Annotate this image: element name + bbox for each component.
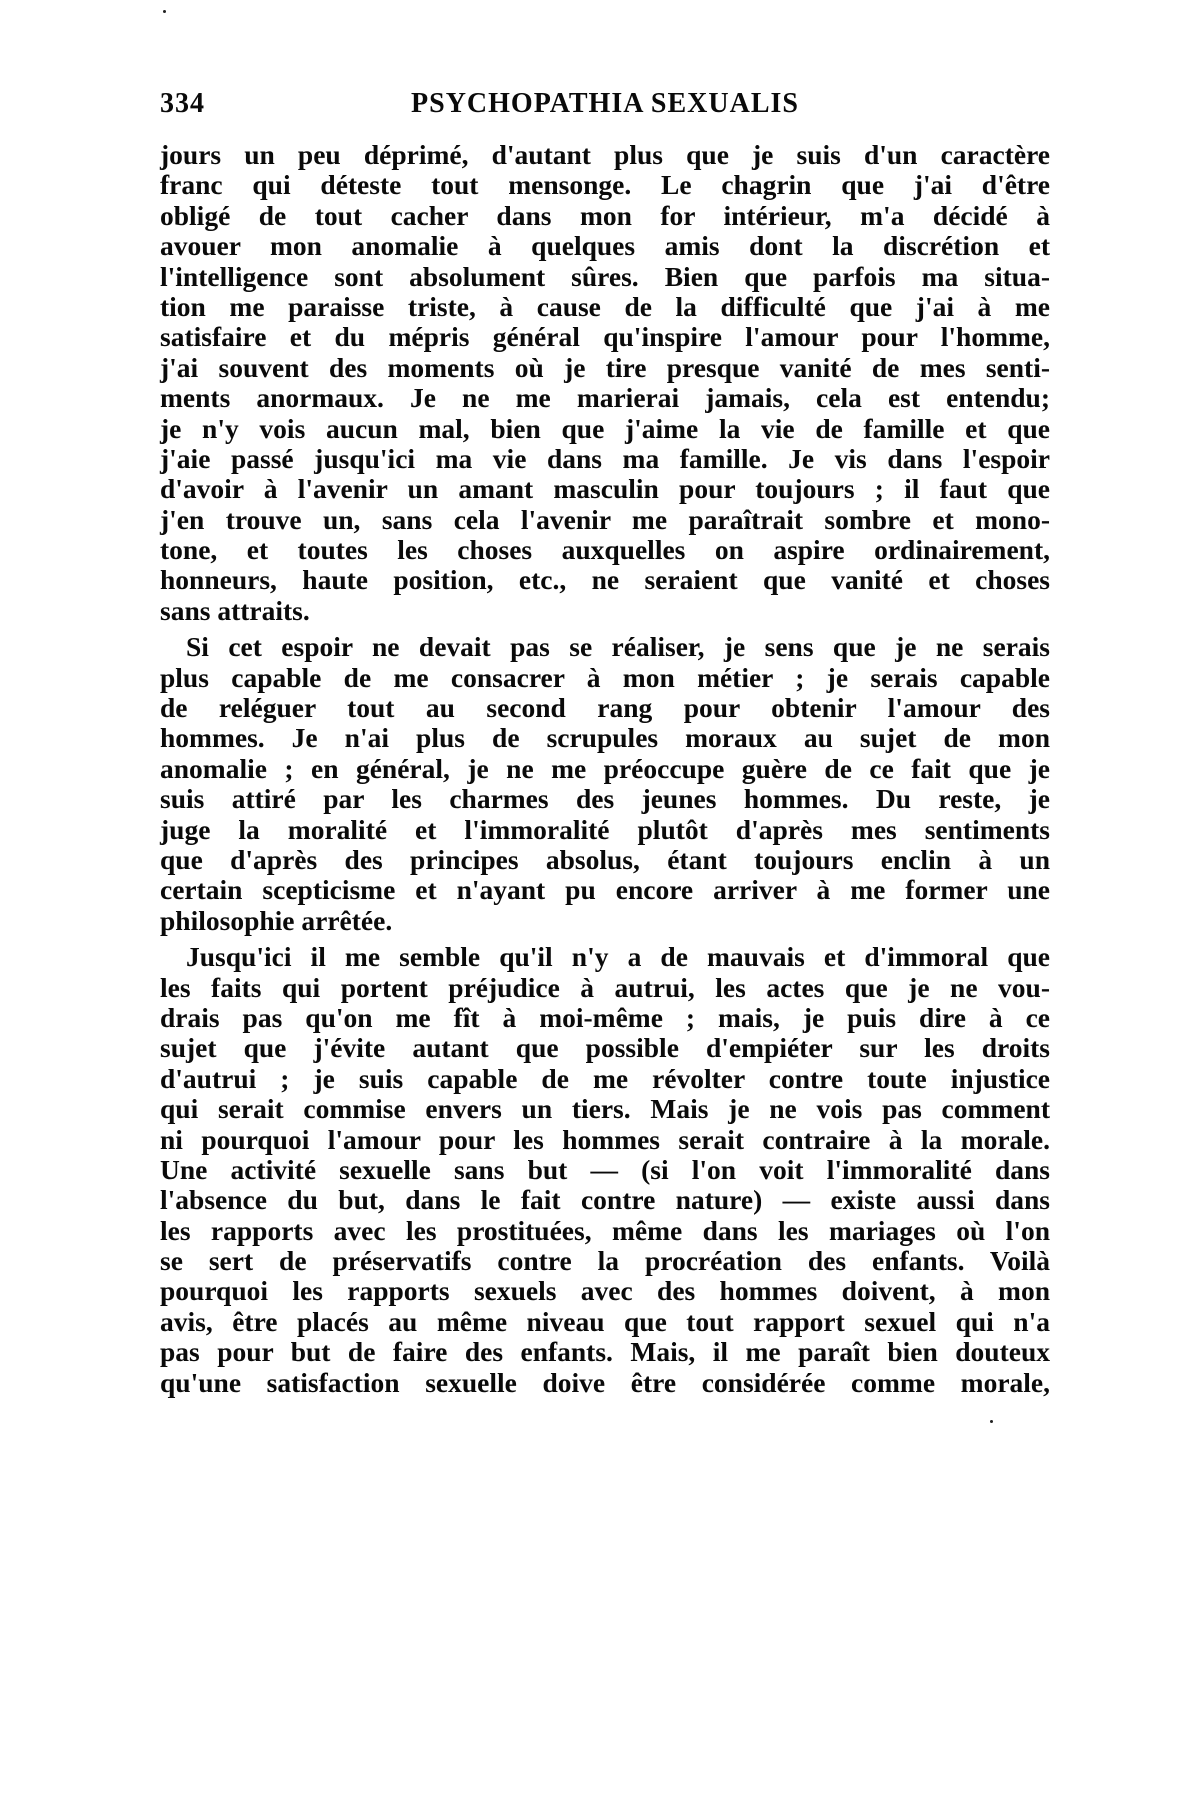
text-line: drais pas qu'on me fît à moi-même ; mais, je puis dire à ce (160, 1001, 1050, 1033)
running-title: PSYCHOPATHIA SEXUALIS (411, 88, 799, 119)
text-line: ni pourquoi l'amour pour les hommes serait contraire à la morale. (160, 1123, 1050, 1155)
text-line: certain scepticisme et n'ayant pu encore arriver à me former une (160, 874, 1050, 906)
text-line: philosophie arrêtée. (160, 904, 393, 936)
paragraph-1 (160, 140, 1050, 626)
text-line: suis attiré par les charmes des jeunes hommes. Du reste, je (160, 783, 1050, 815)
text-line: je n'y vois aucun mal, bien que j'aime la vie de famille et que (160, 412, 1050, 444)
text-line: de reléguer tout au second rang pour obtenir l'amour des (160, 692, 1050, 724)
text-line: pas pour but de faire des enfants. Mais, il me paraît bien douteux (160, 1336, 1050, 1368)
text-line: Jusqu'ici il me semble qu'il n'y a de mauvais et d'immoral que (186, 941, 1050, 973)
running-head (160, 88, 1050, 128)
paragraph-2 (160, 632, 1050, 936)
text-line: l'absence du but, dans le fait contre nature) — existe aussi dans (160, 1184, 1050, 1216)
text-line: j'en trouve un, sans cela l'avenir me paraîtrait sombre et mono- (160, 503, 1050, 535)
text-line: tion me paraisse triste, à cause de la difficulté que j'ai à me (160, 290, 1050, 322)
text-line: hommes. Je n'ai plus de scrupules moraux au sujet de mon (160, 722, 1050, 754)
scan-speck (990, 1420, 993, 1423)
text-line: franc qui déteste tout mensonge. Le chagrin que j'ai d'être (160, 169, 1050, 201)
text-line: avouer mon anomalie à quelques amis dont la discrétion et (160, 230, 1050, 262)
text-line: sans attraits. (160, 594, 310, 626)
text-line: que d'après des principes absolus, étant toujours enclin à un (160, 843, 1050, 875)
text-line: avis, être placés au même niveau que tout rapport sexuel qui n'a (160, 1305, 1050, 1337)
text-line: plus capable de me consacrer à mon métier ; je serais capable (160, 661, 1050, 693)
text-line: obligé de tout cacher dans mon for intérieur, m'a décidé à (160, 199, 1050, 231)
text-line: l'intelligence sont absolument sûres. Bien que parfois ma situa- (160, 260, 1050, 292)
text-line: les faits qui portent préjudice à autrui, les actes que je ne vou- (160, 971, 1050, 1003)
page-number: 334 (160, 88, 205, 119)
text-line: honneurs, haute position, etc., ne seraient que vanité et choses (160, 564, 1050, 596)
text-line: ments anormaux. Je ne me marierai jamais, cela est entendu; (160, 382, 1050, 414)
text-line: d'avoir à l'avenir un amant masculin pour toujours ; il faut que (160, 473, 1050, 505)
text-line: Si cet espoir ne devait pas se réaliser, je sens que je ne serais (186, 631, 1050, 663)
text-line: j'aie passé jusqu'ici ma vie dans ma famille. Je vis dans l'espoir (160, 442, 1050, 474)
text-line: se sert de préservatifs contre la procréation des enfants. Voilà (160, 1245, 1050, 1277)
text-line: les rapports avec les prostituées, même dans les mariages où l'on (160, 1214, 1050, 1246)
text-line: j'ai souvent des moments où je tire presque vanité de mes senti- (160, 351, 1050, 383)
text-line: satisfaire et du mépris général qu'inspire l'amour pour l'homme, (160, 321, 1050, 353)
text-line: juge la moralité et l'immoralité plutôt d'après mes sentiments (160, 813, 1050, 845)
text-line: qu'une satisfaction sexuelle doive être considérée comme morale, (160, 1366, 1050, 1398)
text-line: sujet que j'évite autant que possible d'empiéter sur les droits (160, 1032, 1050, 1064)
text-line: pourquoi les rapports sexuels avec des hommes doivent, à mon (160, 1275, 1050, 1307)
text-line: Une activité sexuelle sans but — (si l'on voit l'immoralité dans (160, 1153, 1050, 1185)
text-line: qui serait commise envers un tiers. Mais je ne vois pas comment (160, 1093, 1050, 1125)
book-page (160, 0, 1050, 1800)
text-line: tone, et toutes les choses auxquelles on aspire ordinairement, (160, 534, 1050, 566)
scan-speck (163, 10, 166, 13)
text-line: anomalie ; en général, je ne me préoccupe guère de ce fait que je (160, 752, 1050, 784)
text-line: jours un peu déprimé, d'autant plus que je suis d'un caractère (160, 139, 1050, 170)
paragraph-3 (160, 942, 1050, 1398)
body-text (160, 140, 1050, 1398)
text-line: d'autrui ; je suis capable de me révolter contre toute injustice (160, 1062, 1050, 1094)
